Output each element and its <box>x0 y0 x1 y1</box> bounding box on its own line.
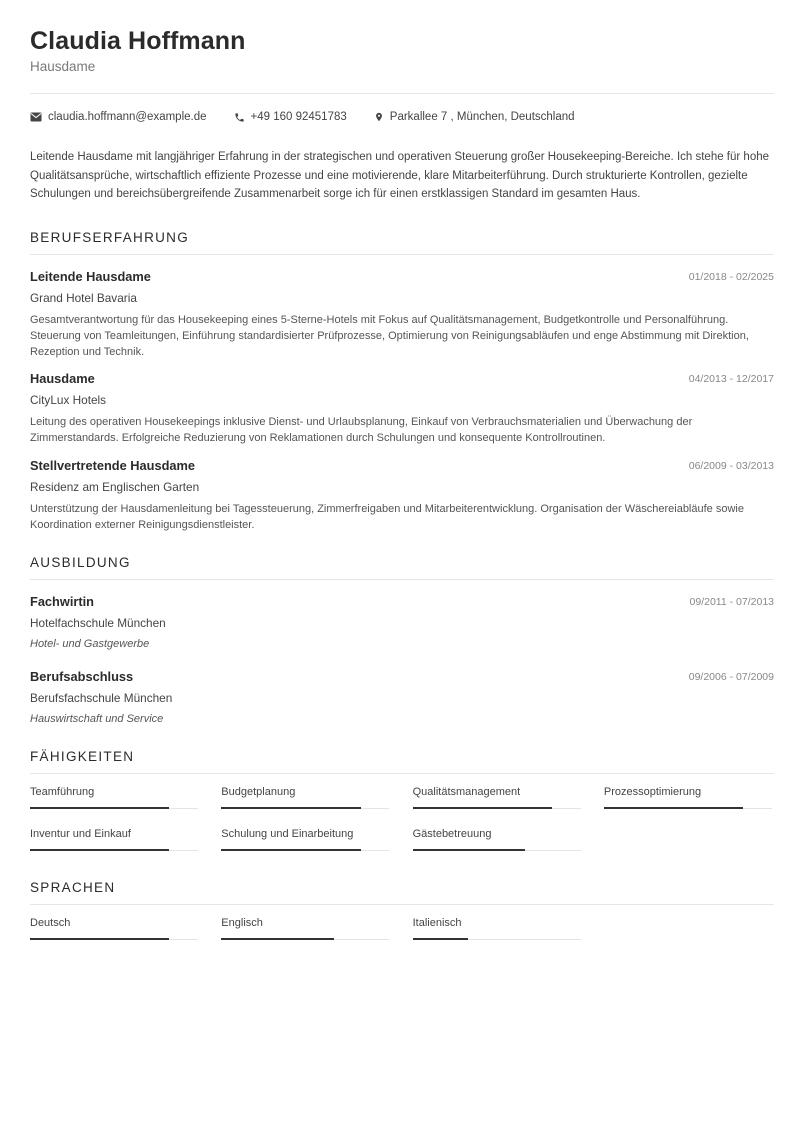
language-item <box>30 905 198 947</box>
language-level-bar <box>413 939 581 940</box>
language-level-fill <box>221 938 334 940</box>
skills-grid <box>30 774 774 858</box>
job-date: 04/2013 - 12/2017 <box>688 373 774 386</box>
experience-heading: BERUFSERFAHRUNG <box>30 229 190 245</box>
skill-level-bar <box>30 808 198 809</box>
education-entry <box>30 594 774 652</box>
education-date: 09/2006 - 07/2009 <box>688 670 774 683</box>
education-entry <box>30 669 774 727</box>
skill-level-fill <box>604 807 743 809</box>
resume-page <box>30 26 774 947</box>
experience-entry <box>30 458 774 533</box>
skill-item <box>221 816 389 858</box>
skill-level-bar <box>221 808 389 809</box>
skill-level-fill <box>221 849 360 851</box>
language-label: Deutsch <box>30 916 71 929</box>
mail-icon <box>30 112 42 122</box>
skill-label: Prozessoptimierung <box>603 785 702 798</box>
job-description: Leitung des operativen Housekeepings inklusive Dienst- und Urlaubsplanung, Einkauf von Verbrauchsmaterialien und Überwachung der Zimmerstandards. Erfolgreiche Reduzierung von Reklamationen durch Schulungen und konsequente Kontrollroutinen. <box>30 416 693 445</box>
field-of-study: Hotel- und Gastgewerbe <box>30 637 150 650</box>
section-divider <box>30 579 774 580</box>
job-description: Unterstützung der Hausdamenleitung bei Tagessteuerung, Zimmerfreigaben und Mitarbeiterentwicklung. Organisation der Wäschereiabläufe sowie Koordination externer Reinigungsdienstleister. <box>30 502 744 531</box>
phone-text: +49 160 92451783 <box>250 111 347 123</box>
language-label: Englisch <box>221 916 263 929</box>
language-level-bar <box>30 939 198 940</box>
field-of-study: Hauswirtschaft und Service <box>30 712 164 725</box>
skill-label: Schulung und Einarbeitung <box>221 827 354 840</box>
skill-item <box>604 774 772 816</box>
skill-level-bar <box>604 808 772 809</box>
skill-label: Inventur und Einkauf <box>30 827 131 840</box>
phone-icon <box>234 112 245 123</box>
school: Hotelfachschule München <box>30 615 166 630</box>
skill-label: Teamführung <box>30 785 95 798</box>
contact-address <box>374 111 575 123</box>
candidate-role: Hausdame <box>30 59 96 74</box>
candidate-name: Claudia Hoffmann <box>30 27 246 55</box>
skill-level-fill <box>413 807 552 809</box>
language-level-bar <box>221 939 389 940</box>
language-item <box>413 905 581 947</box>
skill-level-bar <box>413 808 581 809</box>
skill-item <box>30 816 198 858</box>
profile-summary: Leitende Hausdame mit langjähriger Erfahrung in der strategischen und operativen Steuerung großer Housekeeping-Bereiche. Ich stehe für hohe Qualitätsansprüche, wirtschaftlich effiziente Prozesse und eine motivierende, klare Mitarbeiterführung. Durch strukturierte Kontrollen, gezielte Schulungen und bereichsübergreifende Zusammenarbeit sorge ich für einen erstklassigen Standard im gesamten Haus. <box>30 151 770 200</box>
skill-level-bar <box>413 850 581 851</box>
skill-item <box>30 774 198 816</box>
experience-entry <box>30 269 774 361</box>
job-title: Leitende Hausdame <box>30 268 151 284</box>
degree-title: Berufsabschluss <box>30 668 134 684</box>
email-text: claudia.hoffmann@example.de <box>48 111 207 123</box>
contact-bar <box>30 108 774 126</box>
contact-email[interactable] <box>30 111 207 123</box>
skill-label: Gästebetreuung <box>412 827 492 840</box>
contact-phone[interactable] <box>234 111 347 123</box>
skill-level-fill <box>221 807 360 809</box>
header-divider <box>30 93 774 94</box>
skill-level-fill <box>30 807 169 809</box>
skill-level-fill <box>30 849 169 851</box>
language-item <box>221 905 389 947</box>
school: Berufsfachschule München <box>30 690 173 705</box>
skill-item <box>221 774 389 816</box>
experience-entry <box>30 371 774 446</box>
address-text: Parkallee 7 , München, Deutschland <box>389 111 575 123</box>
skills-heading: FÄHIGKEITEN <box>30 748 135 764</box>
location-pin-icon <box>374 111 384 123</box>
language-label: Italienisch <box>412 916 462 929</box>
skill-label: Qualitätsmanagement <box>412 785 521 798</box>
skill-level-bar <box>221 850 389 851</box>
skill-level-fill <box>413 849 526 851</box>
employer: CityLux Hotels <box>30 393 107 408</box>
job-date: 06/2009 - 03/2013 <box>688 459 774 472</box>
job-description: Gesamtverantwortung für das Housekeeping eines 5-Sterne-Hotels mit Fokus auf Qualitätsmanagement, Budgetkontrolle und Personalführung. Steuerung von Teamleitungen, Einführung standardisierter Prüfprozesse, Optimierung von Reinigungsabläufen und enge Abstimmung mit Direktion, Rezeption und Technik. <box>30 313 749 358</box>
job-date: 01/2018 - 02/2025 <box>688 270 774 283</box>
education-heading: AUSBILDUNG <box>30 554 131 570</box>
degree-title: Fachwirtin <box>30 593 94 609</box>
languages-grid <box>30 905 774 947</box>
skill-item <box>413 774 581 816</box>
education-date: 09/2011 - 07/2013 <box>689 595 774 608</box>
skill-item <box>413 816 581 858</box>
job-title: Hausdame <box>30 371 95 387</box>
section-divider <box>30 254 774 255</box>
languages-heading: SPRACHEN <box>30 879 116 895</box>
skill-level-bar <box>30 850 198 851</box>
employer: Grand Hotel Bavaria <box>30 290 137 305</box>
language-level-fill <box>30 938 169 940</box>
employer: Residenz am Englischen Garten <box>30 479 200 494</box>
language-level-fill <box>413 938 468 940</box>
skill-label: Budgetplanung <box>221 785 296 798</box>
job-title: Stellvertretende Hausdame <box>30 457 196 473</box>
